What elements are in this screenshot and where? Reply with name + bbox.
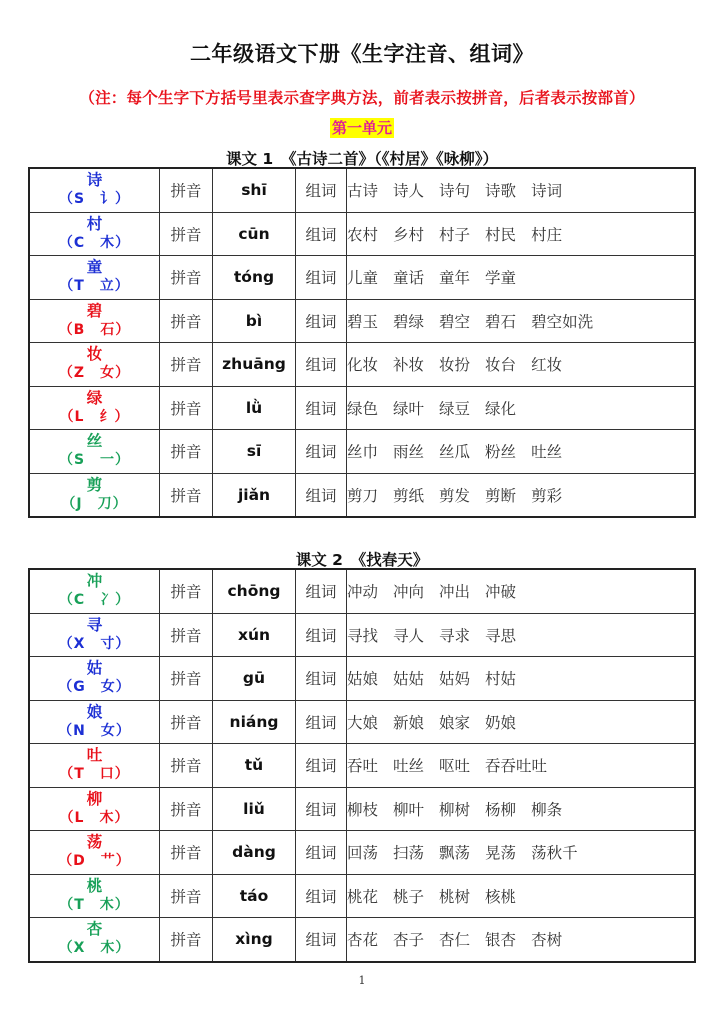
dictionary-index: （T 口） (59, 766, 130, 783)
dictionary-index: （N 女） (58, 722, 131, 739)
character-cell (29, 918, 160, 962)
word-item: 娘家 (439, 713, 471, 732)
character-cell (29, 343, 160, 387)
table-row (29, 168, 695, 212)
zuci-label: 组词 (296, 212, 347, 256)
dictionary-index: （T 木） (59, 896, 130, 913)
word-item: 诗词 (531, 182, 563, 201)
word-item: 柳树 (439, 800, 471, 819)
zuci-label: 组词 (296, 256, 347, 300)
word-item: 绿叶 (393, 399, 425, 418)
word-item: 杨柳 (485, 800, 517, 819)
pinyin-value: sī (213, 430, 296, 474)
word-item: 吞吐 (347, 757, 379, 776)
character: 冲 (86, 572, 103, 591)
pinyin-label: 拼音 (160, 874, 213, 918)
dictionary-index: （L 木） (59, 809, 130, 826)
table-row (29, 386, 695, 430)
dictionary-index: （Z 女） (58, 365, 131, 382)
character: 绿 (86, 388, 103, 407)
table-row (29, 700, 695, 744)
pinyin-value: gū (213, 657, 296, 701)
table-row (29, 299, 695, 343)
word-item: 回荡 (347, 844, 379, 863)
zuci-label: 组词 (296, 831, 347, 875)
word-item: 碧空 (439, 312, 471, 331)
word-list (347, 168, 696, 212)
character-cell (29, 874, 160, 918)
character: 妆 (86, 345, 103, 364)
word-item: 寻找 (347, 626, 379, 645)
word-item: 剪断 (485, 486, 517, 505)
word-list (347, 256, 696, 300)
character: 剪 (86, 475, 103, 494)
usage-note: （注：每个生字下方括号里表示查字典方法，前者表示按拼音，后者表示按部首） (79, 89, 645, 107)
word-item: 寻求 (439, 626, 471, 645)
dictionary-index: （C 冫） (58, 592, 131, 609)
character-cell (29, 744, 160, 788)
table-row (29, 787, 695, 831)
word-item: 晃荡 (485, 844, 517, 863)
word-list (347, 473, 696, 517)
character-cell (29, 700, 160, 744)
table-row (29, 874, 695, 918)
word-item: 绿化 (485, 399, 517, 418)
zuci-label: 组词 (296, 569, 347, 613)
word-item: 丝巾 (347, 443, 379, 462)
pinyin-value: niáng (213, 700, 296, 744)
table-row (29, 430, 695, 474)
dictionary-index: （J 刀） (61, 495, 128, 512)
pinyin-label: 拼音 (160, 831, 213, 875)
zuci-label: 组词 (296, 386, 347, 430)
word-item: 杏子 (393, 931, 425, 950)
pinyin-label: 拼音 (160, 918, 213, 962)
word-item: 扫荡 (393, 844, 425, 863)
pinyin-value: tǔ (213, 744, 296, 788)
character: 丝 (86, 432, 103, 451)
word-item: 乡村 (393, 225, 425, 244)
dictionary-index: （X 寸） (58, 635, 131, 652)
character-cell (29, 430, 160, 474)
dictionary-index: （S 一） (58, 452, 131, 469)
word-item: 村庄 (531, 225, 563, 244)
character-cell (29, 831, 160, 875)
pinyin-label: 拼音 (160, 569, 213, 613)
word-item: 荡秋千 (531, 844, 578, 863)
character-cell (29, 299, 160, 343)
dictionary-index: （B 石） (58, 321, 131, 338)
word-list (347, 212, 696, 256)
pinyin-label: 拼音 (160, 343, 213, 387)
pinyin-label: 拼音 (160, 787, 213, 831)
word-item: 绿色 (347, 399, 379, 418)
word-item: 碧玉 (347, 312, 379, 331)
word-item: 诗句 (439, 182, 471, 201)
word-item: 吐丝 (393, 757, 425, 776)
word-item: 碧空如洗 (531, 312, 594, 331)
table-row (29, 212, 695, 256)
word-list (347, 613, 696, 657)
word-list (347, 657, 696, 701)
pinyin-label: 拼音 (160, 430, 213, 474)
word-item: 学童 (485, 269, 517, 288)
dictionary-index: （X 木） (58, 940, 131, 957)
pinyin-value: bì (213, 299, 296, 343)
pinyin-label: 拼音 (160, 657, 213, 701)
word-list (347, 700, 696, 744)
word-list (347, 918, 696, 962)
character-cell (29, 473, 160, 517)
word-item: 桃树 (439, 887, 471, 906)
zuci-label: 组词 (296, 168, 347, 212)
zuci-label: 组词 (296, 700, 347, 744)
character: 村 (86, 214, 103, 233)
word-item: 桃花 (347, 887, 379, 906)
table-row (29, 256, 695, 300)
word-item: 姑姑 (393, 670, 425, 689)
word-list (347, 569, 696, 613)
lesson-1-title: 课文 1 《古诗二首》（《村居》《咏柳》） (226, 150, 498, 168)
zuci-label: 组词 (296, 299, 347, 343)
word-list (347, 787, 696, 831)
word-item: 童话 (393, 269, 425, 288)
character-cell (29, 212, 160, 256)
word-item: 雨丝 (393, 443, 425, 462)
pinyin-label: 拼音 (160, 700, 213, 744)
zuci-label: 组词 (296, 918, 347, 962)
pinyin-value: tóng (213, 256, 296, 300)
pinyin-value: xún (213, 613, 296, 657)
character-cell (29, 256, 160, 300)
pinyin-value: dàng (213, 831, 296, 875)
pinyin-label: 拼音 (160, 256, 213, 300)
word-item: 村民 (485, 225, 517, 244)
dictionary-index: （C 木） (58, 234, 131, 251)
word-item: 新娘 (393, 713, 425, 732)
dictionary-index: （G 女） (58, 679, 131, 696)
word-item: 杏花 (347, 931, 379, 950)
dictionary-index: （S 讠） (58, 191, 131, 208)
word-item: 化妆 (347, 356, 379, 375)
pinyin-label: 拼音 (160, 212, 213, 256)
word-item: 寻人 (393, 626, 425, 645)
page-number: 1 (358, 974, 366, 987)
pinyin-value: chōng (213, 569, 296, 613)
character: 寻 (86, 615, 103, 634)
table-row (29, 831, 695, 875)
table-row (29, 744, 695, 788)
word-item: 诗歌 (485, 182, 517, 201)
word-item: 儿童 (347, 269, 379, 288)
word-item: 柳叶 (393, 800, 425, 819)
character-cell (29, 386, 160, 430)
lesson-2-table (28, 568, 696, 963)
word-item: 绿豆 (439, 399, 471, 418)
pinyin-value: xìng (213, 918, 296, 962)
table-row (29, 918, 695, 962)
word-list (347, 299, 696, 343)
word-item: 冲出 (439, 583, 471, 602)
pinyin-value: cūn (213, 212, 296, 256)
word-item: 柳条 (531, 800, 563, 819)
word-item: 妆扮 (439, 356, 471, 375)
word-item: 吐丝 (531, 443, 563, 462)
word-item: 吞吞吐吐 (485, 757, 548, 776)
pinyin-label: 拼音 (160, 386, 213, 430)
character: 碧 (86, 301, 103, 320)
pinyin-value: zhuāng (213, 343, 296, 387)
word-item: 碧石 (485, 312, 517, 331)
word-item: 核桃 (485, 887, 517, 906)
word-list (347, 430, 696, 474)
character: 诗 (86, 171, 103, 190)
word-item: 寻思 (485, 626, 517, 645)
character-cell (29, 613, 160, 657)
document-title: 二年级语文下册《生字注音、组词》 (190, 42, 534, 66)
word-list (347, 744, 696, 788)
word-item: 柳枝 (347, 800, 379, 819)
character-cell (29, 787, 160, 831)
pinyin-label: 拼音 (160, 168, 213, 212)
character: 童 (86, 258, 103, 277)
zuci-label: 组词 (296, 657, 347, 701)
character-cell (29, 657, 160, 701)
word-item: 童年 (439, 269, 471, 288)
zuci-label: 组词 (296, 473, 347, 517)
table-row (29, 343, 695, 387)
dictionary-index: （T 立） (59, 278, 130, 295)
word-item: 冲破 (485, 583, 517, 602)
table-row (29, 657, 695, 701)
dictionary-index: （D 艹） (58, 853, 131, 870)
word-item: 诗人 (393, 182, 425, 201)
word-item: 杏树 (531, 931, 563, 950)
character: 吐 (86, 746, 103, 765)
word-item: 银杏 (485, 931, 517, 950)
pinyin-label: 拼音 (160, 299, 213, 343)
pinyin-value: liǔ (213, 787, 296, 831)
word-item: 奶娘 (485, 713, 517, 732)
pinyin-value: shī (213, 168, 296, 212)
pinyin-value: táo (213, 874, 296, 918)
word-item: 姑娘 (347, 670, 379, 689)
word-item: 补妆 (393, 356, 425, 375)
word-item: 碧绿 (393, 312, 425, 331)
word-item: 红妆 (531, 356, 563, 375)
zuci-label: 组词 (296, 430, 347, 474)
word-item: 妆台 (485, 356, 517, 375)
word-list (347, 386, 696, 430)
word-item: 姑妈 (439, 670, 471, 689)
word-item: 剪刀 (347, 486, 379, 505)
pinyin-label: 拼音 (160, 613, 213, 657)
word-list (347, 343, 696, 387)
pinyin-label: 拼音 (160, 744, 213, 788)
word-item: 杏仁 (439, 931, 471, 950)
character-cell (29, 168, 160, 212)
word-list (347, 874, 696, 918)
character: 桃 (86, 876, 103, 895)
character: 姑 (86, 659, 103, 678)
unit-label: 第一单元 (331, 119, 392, 137)
word-item: 古诗 (347, 182, 379, 201)
zuci-label: 组词 (296, 613, 347, 657)
word-item: 桃子 (393, 887, 425, 906)
character: 荡 (86, 833, 103, 852)
character: 柳 (86, 789, 103, 808)
character-cell (29, 569, 160, 613)
word-item: 飘荡 (439, 844, 471, 863)
lesson-2-title: 课文 2 《找春天》 (295, 551, 429, 569)
word-item: 冲向 (393, 583, 425, 602)
pinyin-value: lǜ (213, 386, 296, 430)
zuci-label: 组词 (296, 744, 347, 788)
zuci-label: 组词 (296, 874, 347, 918)
pinyin-label: 拼音 (160, 473, 213, 517)
pinyin-value: jiǎn (213, 473, 296, 517)
table-row (29, 473, 695, 517)
word-item: 冲动 (347, 583, 379, 602)
word-item: 剪发 (439, 486, 471, 505)
word-list (347, 831, 696, 875)
table-row (29, 613, 695, 657)
word-item: 呕吐 (439, 757, 471, 776)
character: 杏 (86, 920, 103, 939)
dictionary-index: （L 纟） (59, 408, 130, 425)
zuci-label: 组词 (296, 787, 347, 831)
word-item: 农村 (347, 225, 379, 244)
unit-heading (0, 117, 724, 138)
word-item: 丝瓜 (439, 443, 471, 462)
word-item: 粉丝 (485, 443, 517, 462)
word-item: 剪彩 (531, 486, 563, 505)
zuci-label: 组词 (296, 343, 347, 387)
word-item: 剪纸 (393, 486, 425, 505)
word-item: 村姑 (485, 670, 517, 689)
word-item: 大娘 (347, 713, 379, 732)
character: 娘 (86, 702, 103, 721)
word-item: 村子 (439, 225, 471, 244)
lesson-1-table (28, 167, 696, 518)
table-row (29, 569, 695, 613)
